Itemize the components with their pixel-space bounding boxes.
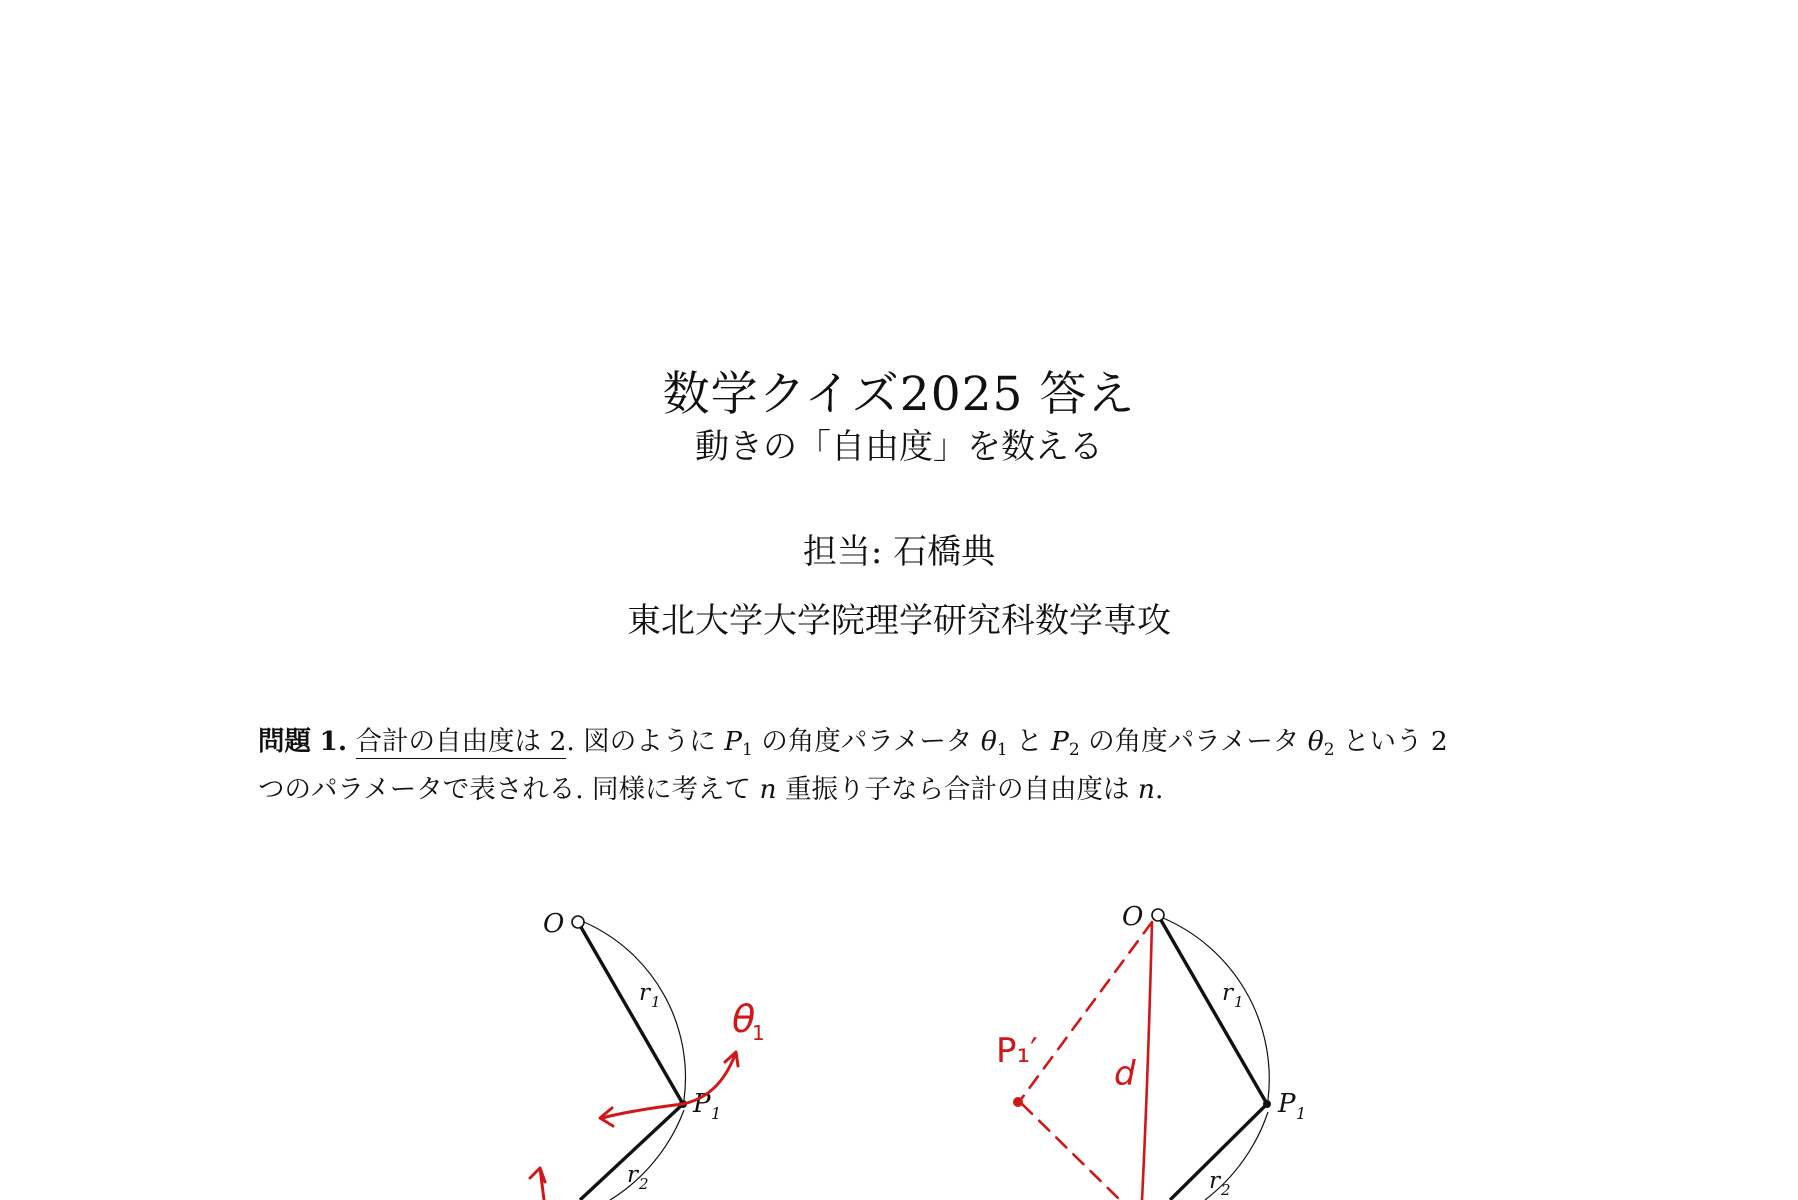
right-arc-r1 [1163, 918, 1269, 1100]
author: 担当: 石橋典 [802, 532, 996, 572]
problem-text: と [1007, 726, 1052, 757]
left-pendulum [530, 909, 765, 1200]
problem-number: 1. [319, 726, 348, 757]
right-label-r1-sub: 1 [1234, 993, 1244, 1011]
left-theta-handwritten-sub: 1 [752, 1021, 765, 1045]
problem-text: つのパラメータで表される. 同様に考えて [258, 774, 760, 805]
problem-line-2 [258, 766, 1558, 814]
problem-text: の角度パラメータ [752, 726, 981, 757]
math-p1: P [724, 726, 742, 757]
left-label-r2: r [627, 1162, 638, 1188]
left-label-p1: P [693, 1089, 711, 1119]
left-pivot-o [572, 916, 584, 928]
left-label-p1-sub: 1 [711, 1104, 722, 1123]
math-p2-sub: 2 [1068, 740, 1080, 760]
math-theta1-sub: 1 [996, 740, 1008, 760]
math-theta2: θ [1307, 726, 1324, 757]
right-pendulum [996, 902, 1306, 1200]
left-arc-r1 [584, 922, 685, 1100]
pendulum-figure [0, 860, 1798, 1200]
right-point-p1prime [1013, 1097, 1023, 1107]
left-label-r1-sub: 1 [651, 993, 661, 1011]
left-lower-red-arrow [530, 1168, 545, 1200]
left-label-r1: r [639, 980, 650, 1006]
problem-text: の角度パラメータ [1079, 726, 1308, 757]
problem-text: という 2 [1334, 726, 1448, 757]
problem-text: 重振り子なら合計の自由度は [776, 774, 1138, 805]
right-label-r1: r [1222, 980, 1233, 1006]
problem-line-1 [258, 718, 1558, 766]
page-subtitle: 動きの「自由度」を数える [695, 427, 1103, 467]
problem-text: . [1155, 774, 1164, 805]
math-p2: P [1051, 726, 1069, 757]
math-theta1: θ [980, 726, 997, 757]
right-label-r2-sub: 2 [1221, 1181, 1231, 1199]
right-pivot-o [1152, 909, 1164, 921]
right-distance-line-d [1142, 922, 1152, 1200]
math-theta2-sub: 2 [1323, 740, 1335, 760]
problem-heading: 問題 [258, 726, 311, 757]
math-n: n [1137, 774, 1155, 805]
left-label-r2-sub: 2 [639, 1175, 649, 1193]
right-rod-1 [1158, 915, 1267, 1104]
right-bob-p1 [1263, 1100, 1271, 1108]
left-theta-handwritten: θ [732, 997, 756, 1041]
pendulum-diagram [0, 860, 1798, 1200]
math-p1-sub: 1 [741, 740, 753, 760]
page-title: 数学クイズ2025 答え [662, 367, 1136, 422]
problem-1 [258, 718, 1558, 814]
right-label-p1prime: P₁′ [996, 1031, 1038, 1071]
right-label-p1-sub: 1 [1296, 1104, 1307, 1123]
right-dashed-p1prime-down [1022, 1104, 1120, 1200]
title-block [0, 362, 1798, 472]
right-label-r2: r [1209, 1168, 1220, 1194]
left-rod-1 [578, 922, 683, 1104]
left-label-o: O [543, 909, 565, 939]
problem-text: . 図のように [566, 726, 725, 757]
right-label-o: O [1122, 902, 1144, 932]
problem-answer: 合計の自由度は 2 [355, 726, 567, 757]
affiliation: 東北大学大学院理学研究科数学専攻 [627, 601, 1171, 641]
right-label-p1: P [1278, 1089, 1296, 1119]
math-n: n [759, 774, 777, 805]
right-label-d: d [1114, 1054, 1136, 1094]
